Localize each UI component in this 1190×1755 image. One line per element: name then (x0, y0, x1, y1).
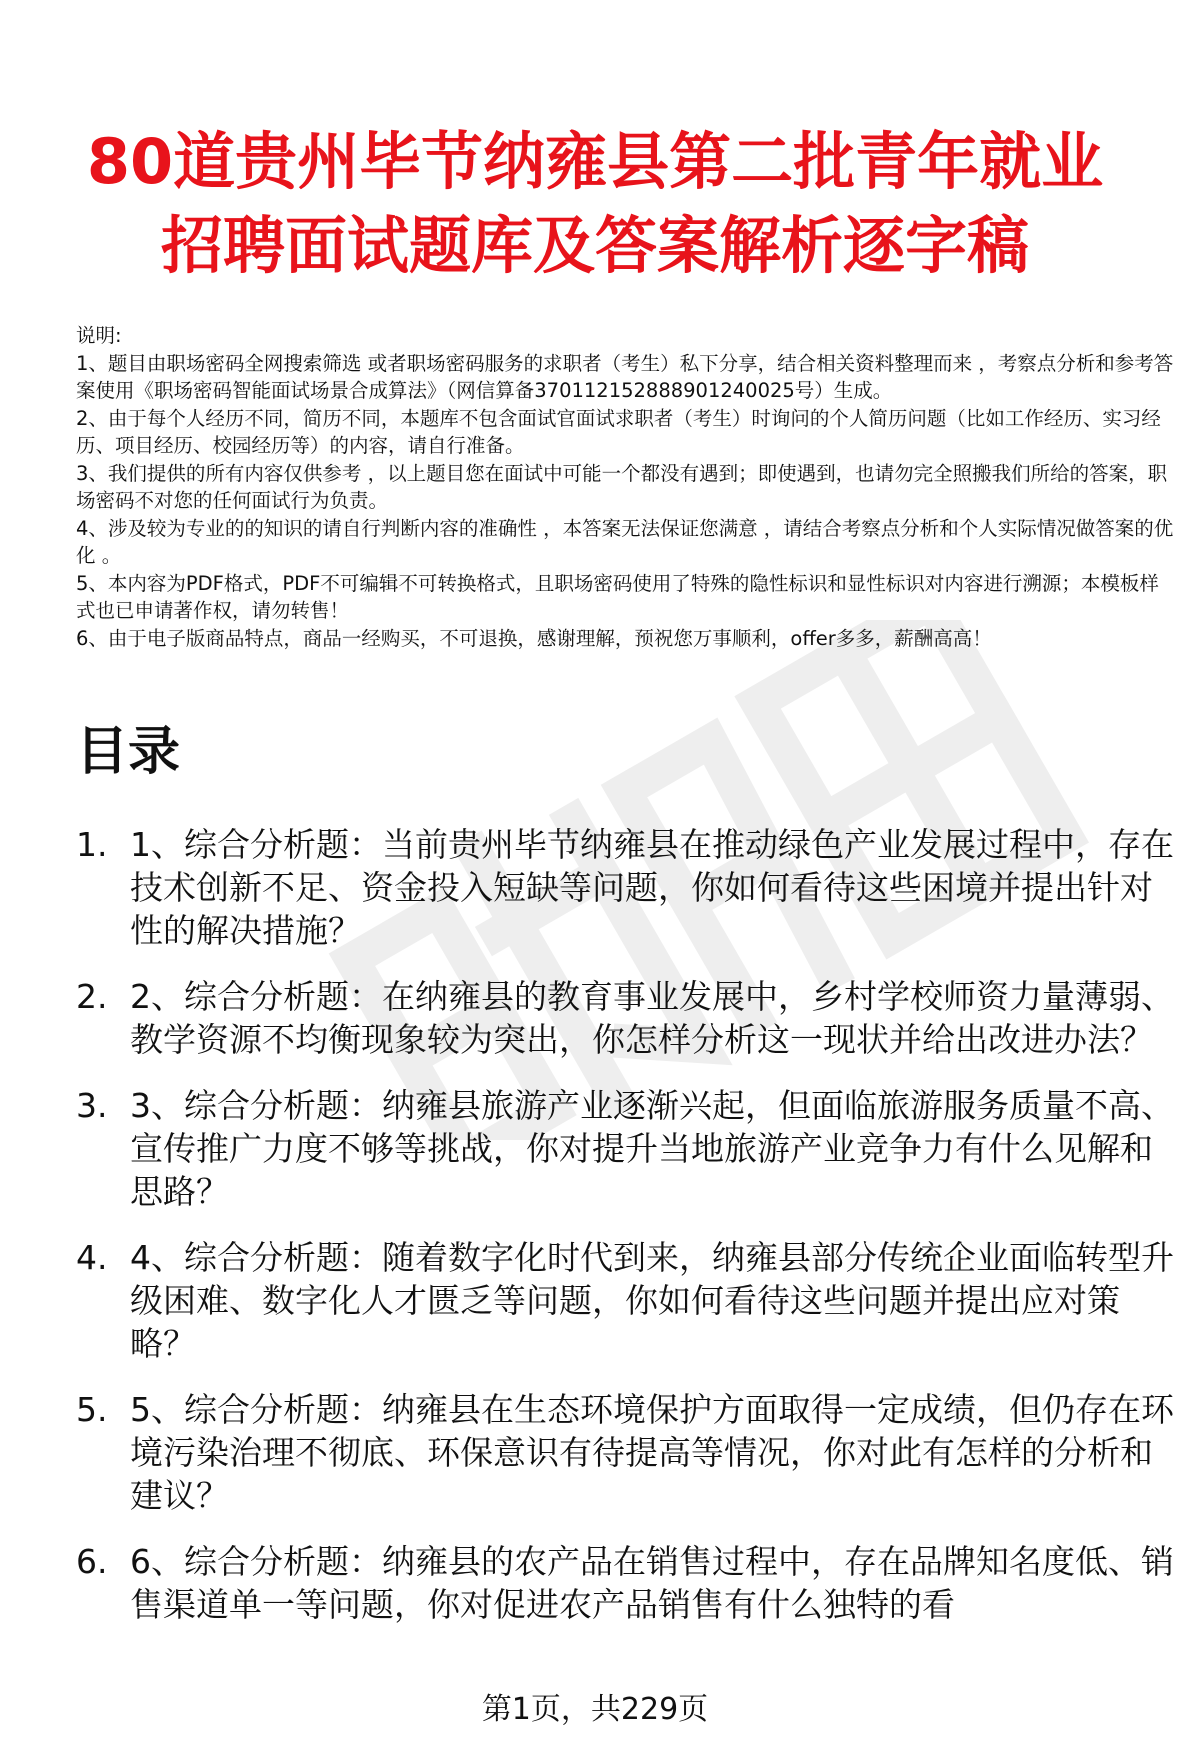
toc-item[interactable] (76, 975, 1176, 1061)
toc-item-text: 1、综合分析题：当前贵州毕节纳雍县在推动绿色产业发展过程中，存在技术创新不足、资金投入短缺等问题，你如何看待这些困境并提出针对性的解决措施？ (130, 825, 1174, 950)
document-title: 80道贵州毕节纳雍县第二批青年就业招聘面试题库及答案解析逐字稿 (86, 125, 1104, 282)
note-item-3: 3、我们提供的所有内容仅供参考 ，以上题目您在面试中可能一个都没有遇到；即使遇到，也请勿完全照搬我们所给的答案，职场密码不对您的任何面试行为负责。 (76, 461, 1168, 512)
toc-item-text: 4、综合分析题：随着数字化时代到来，纳雍县部分传统企业面临转型升级困难、数字化人才匮乏等问题，你如何看待这些问题并提出应对策略？ (130, 1238, 1174, 1363)
note-item-2: 2、由于每个人经历不同，简历不同，本题库不包含面试官面试求职者（考生）时询问的个人简历问题（比如工作经历、实习经历、项目经历、校园经历等）的内容，请自行准备。 (76, 406, 1161, 457)
toc-item-number: 4. (76, 1238, 108, 1277)
page-number-footer: 第1页，共229页 (481, 1692, 709, 1727)
toc-item[interactable] (76, 1084, 1176, 1213)
toc-item-text: 3、综合分析题：纳雍县旅游产业逐渐兴起，但面临旅游服务质量不高、宣传推广力度不够等挑战，你对提升当地旅游产业竞争力有什么见解和思路？ (130, 1086, 1174, 1211)
note-item-4: 4、涉及较为专业的的知识的请自行判断内容的准确性 ，本答案无法保证您满意 ，请结合考察点分析和个人实际情况做答案的优化 。 (76, 516, 1174, 567)
toc-item[interactable] (76, 823, 1176, 952)
toc-item-text: 6、综合分析题：纳雍县的农产品在销售过程中，存在品牌知名度低、销售渠道单一等问题，你对促进农产品销售有什么独特的看 (130, 1542, 1174, 1624)
note-item-1: 1、题目由职场密码全网搜索筛选 或者职场密码服务的求职者（考生）私下分享，结合相关资料整理而来 ，考察点分析和参考答案使用《职场密码智能面试场景合成算法》（网信算备370112152888901240025号）生成。 (76, 351, 1174, 402)
toc-list (76, 823, 1176, 1649)
toc-item-number: 3. (76, 1086, 108, 1125)
toc-item[interactable] (76, 1388, 1176, 1517)
note-item-6: 6、由于电子版商品特点，商品一经购买，不可退换，感谢理解，预祝您万事顺利，offer多多，薪酬高高！ (76, 626, 992, 650)
toc-item-text: 5、综合分析题：纳雍县在生态环境保护方面取得一定成绩，但仍存在环境污染治理不彻底、环保意识有待提高等情况，你对此有怎样的分析和建议？ (130, 1390, 1174, 1515)
toc-item-number: 6. (76, 1542, 108, 1581)
notes-heading: 说明: (76, 324, 122, 347)
toc-item[interactable] (76, 1236, 1176, 1365)
toc-item-number: 2. (76, 977, 108, 1016)
toc-heading: 目录 (76, 722, 181, 782)
note-item-5: 5、本内容为PDF格式，PDF不可编辑不可转换格式，且职场密码使用了特殊的隐性标识和显性标识对内容进行溯源；本模板样式也已申请著作权，请勿转售！ (76, 571, 1159, 622)
toc-item-number: 5. (76, 1390, 108, 1429)
toc-item-number: 1. (76, 825, 108, 864)
toc-item[interactable] (76, 1540, 1176, 1626)
toc-item-text: 2、综合分析题：在纳雍县的教育事业发展中，乡村学校师资力量薄弱、教学资源不均衡现象较为突出，你怎样分析这一现状并给出改进办法？ (130, 977, 1174, 1059)
notes-section (76, 322, 1176, 652)
